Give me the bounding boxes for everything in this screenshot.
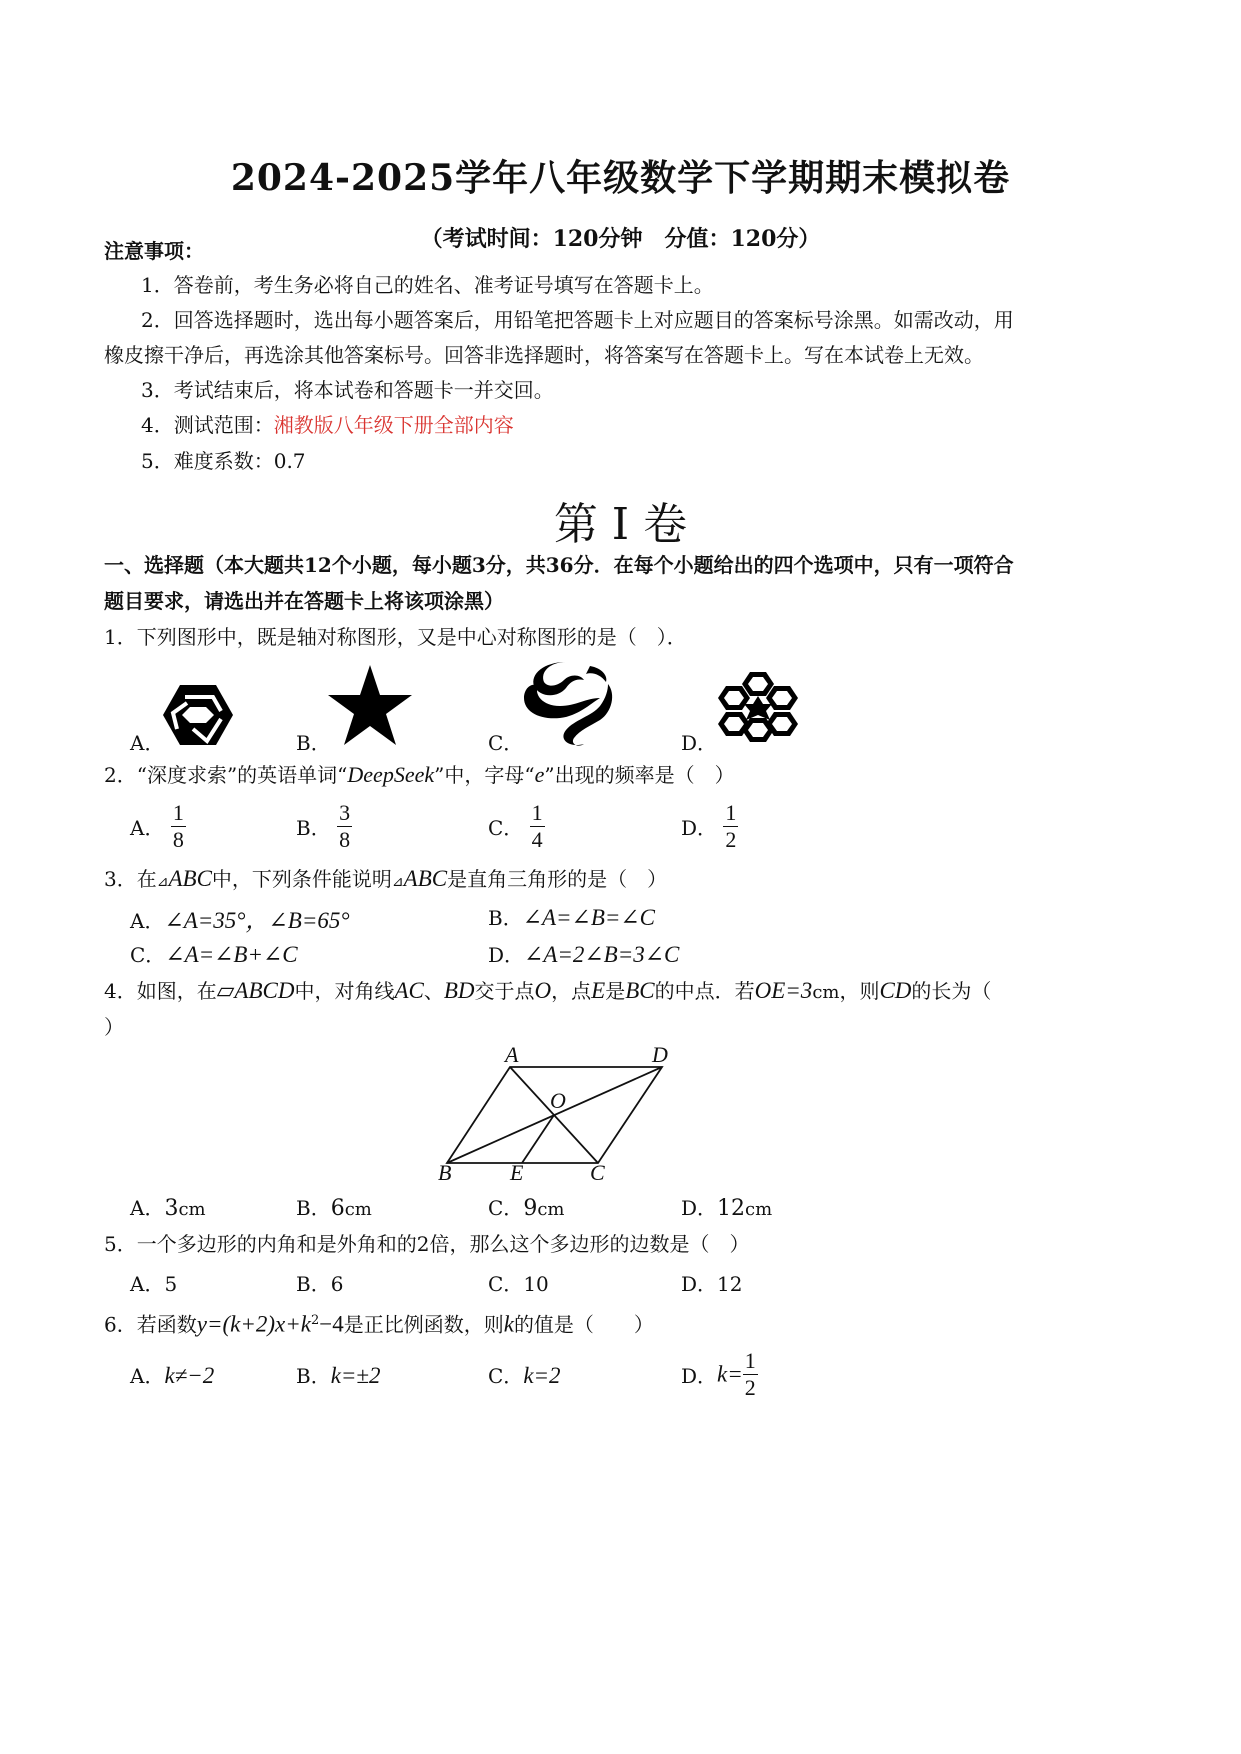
question-2-stem <box>104 760 735 790</box>
q4-point-e: E <box>591 978 606 1003</box>
q5-option-a <box>130 1268 177 1297</box>
q4-stem-part-h: 的长为（ <box>911 979 992 1003</box>
q3-stem-part-c: 是直角三角形的是（ ） <box>447 867 668 891</box>
q5-option-d <box>681 1268 743 1297</box>
q5-option-b-label: B． <box>296 1272 331 1296</box>
q4-stem-part-a: 4．如图，在 <box>104 979 217 1003</box>
q4-option-a <box>130 1192 206 1221</box>
q6-option-d <box>681 1348 758 1401</box>
q2-option-d <box>681 800 738 853</box>
hexagon-cluster-icon <box>716 670 800 744</box>
q5-option-b <box>296 1268 343 1297</box>
q2-option-d-num: 1 <box>725 800 737 825</box>
q5-option-a-label: A． <box>130 1272 165 1296</box>
q4-option-a-unit: cm <box>178 1199 206 1220</box>
swirl-icon <box>520 658 616 748</box>
q4-diagonal-ac: AC <box>394 978 424 1003</box>
q4-option-d-label: D． <box>681 1196 718 1220</box>
q3-option-b <box>488 902 655 931</box>
q4-option-b-unit: cm <box>344 1199 372 1220</box>
q5-option-c <box>488 1268 549 1297</box>
q2-option-c <box>488 800 545 853</box>
q3-triangle-symbol: ⊿ <box>156 874 169 890</box>
figure-label-e: E <box>510 1160 524 1185</box>
q2-stem-part-c: ”出现的频率是（ ） <box>544 763 735 787</box>
q1-option-b-label: B． <box>296 731 331 755</box>
q3-option-b-label: B． <box>488 906 523 930</box>
q2-option-d-label: D． <box>681 816 718 840</box>
test-scope: 湘教版八年级下册全部内容 <box>273 413 514 437</box>
q5-option-c-label: C． <box>488 1272 524 1296</box>
q3-triangle-name: ABC <box>168 866 212 891</box>
figure-label-o: O <box>550 1088 566 1113</box>
q6-option-b <box>296 1360 381 1389</box>
q4-stem-part-e: 是 <box>605 979 626 1003</box>
q6-option-d-label: D． <box>681 1364 718 1388</box>
q3-option-c-text: ∠A=∠B+∠C <box>165 942 298 967</box>
section-heading-line-2: 题目要求，请选出并在答题卡上将该项涂黑） <box>104 589 504 613</box>
q4-option-d-unit: cm <box>745 1199 773 1220</box>
q4-option-a-label: A． <box>130 1196 165 1220</box>
q5-option-c-value: 10 <box>523 1272 549 1296</box>
q5-option-b-value: 6 <box>330 1272 344 1296</box>
q2-option-d-fraction <box>723 800 738 853</box>
notice-item-4 <box>141 410 514 440</box>
notice-item-2-line-2: 橡皮擦干净后，再选涂其他答案标号。回答非选择题时，将答案写在答题卡上。写在本试卷上无效。 <box>104 343 984 367</box>
notice-item-5: 5．难度系数：0.7 <box>141 449 306 473</box>
q2-option-c-label: C． <box>488 816 524 840</box>
question-3-stem <box>104 864 667 897</box>
notice-item-1: 1．答卷前，考生务必将自己的姓名、准考证号填写在答题卡上。 <box>141 273 714 297</box>
q3-option-a-label: A． <box>130 909 165 933</box>
q4-option-b-label: B． <box>296 1196 331 1220</box>
notice-item-2-line-1: 2．回答选择题时，选出每小题答案后，用铅笔把答题卡上对应题目的答案标号涂黑。如需改动，用 <box>141 308 1014 332</box>
q6-option-a-text: k≠−2 <box>164 1363 215 1388</box>
q2-option-b-fraction <box>337 800 352 853</box>
q6-variable-k: k <box>503 1311 514 1337</box>
q4-stem-close: ） <box>104 1015 124 1039</box>
q4-option-c-label: C． <box>488 1196 524 1220</box>
q4-option-c-value: 9 <box>523 1196 538 1221</box>
figure-label-c: C <box>590 1160 605 1185</box>
q4-option-d <box>681 1192 772 1221</box>
q5-option-d-label: D． <box>681 1272 718 1296</box>
page-title: 2024-2025学年八年级数学下学期期末模拟卷 <box>230 157 1011 199</box>
q4-oe-length: OE=3 <box>754 978 813 1003</box>
q1-option-a-label: A． <box>130 731 165 755</box>
parallelogram-figure <box>430 1040 680 1190</box>
notice-item-3: 3．考试结束后，将本试卷和答题卡一并交回。 <box>141 378 554 402</box>
q3-option-b-text: ∠A=∠B=∠C <box>522 905 655 930</box>
q4-side-cd: CD <box>879 978 912 1003</box>
q4-option-d-value: 12 <box>717 1196 746 1221</box>
q6-option-c-label: C． <box>488 1364 524 1388</box>
q6-option-d-den: 2 <box>744 1375 756 1400</box>
exam-info: （考试时间：120分钟 分值：120分） <box>420 226 821 252</box>
q6-option-d-num: 1 <box>744 1348 756 1373</box>
q6-option-c <box>488 1360 561 1389</box>
q1-option-d-label: D． <box>681 731 718 755</box>
q4-stem-part-g: ，则 <box>839 979 880 1003</box>
q4-stem-part-d: ，点 <box>551 979 592 1003</box>
q6-stem-part-b: 是正比例函数，则 <box>343 1312 504 1337</box>
q3-option-d-text: ∠A=2∠B=3∠C <box>524 942 680 967</box>
q4-option-c <box>488 1192 564 1221</box>
q6-function: y=(k+2)x+k <box>196 1311 311 1337</box>
q6-stem-part-c: 的值是（ ） <box>513 1312 654 1337</box>
q3-stem-part-b: 中，下列条件能说明 <box>211 867 392 891</box>
q2-option-c-num: 1 <box>531 800 543 825</box>
q3-option-c <box>130 939 298 968</box>
q2-option-a-label: A． <box>130 816 165 840</box>
q3-stem-part-a: 3．在 <box>104 867 157 891</box>
q2-option-a-den: 8 <box>172 827 184 852</box>
q6-exponent: 2 <box>310 1313 320 1328</box>
question-1-stem: 1．下列图形中，既是轴对称图形，又是中心对称图形的是（ ）． <box>104 625 687 649</box>
q6-option-a-label: A． <box>130 1364 165 1388</box>
figure-label-a: A <box>505 1042 519 1067</box>
q4-parallelogram: ▱ABCD <box>216 978 295 1003</box>
volume-title: 第 I 卷 <box>553 499 688 550</box>
q6-option-c-text: k=2 <box>523 1363 561 1388</box>
q4-option-c-unit: cm <box>537 1199 565 1220</box>
q1-option-c-label: C． <box>488 731 524 755</box>
q6-option-d-fraction <box>743 1348 758 1401</box>
q4-stem-part-f: 的中点．若 <box>654 979 755 1003</box>
q2-option-b-label: B． <box>296 816 331 840</box>
q6-function-tail: −4 <box>319 1311 344 1337</box>
question-6-stem <box>104 1306 654 1340</box>
q2-option-a-num: 1 <box>172 800 184 825</box>
figure-label-b: B <box>438 1160 452 1185</box>
section-heading-line-1: 一、选择题（本大题共12个小题，每小题3分，共36分．在每个小题给出的四个选项中，只有一项符合 <box>104 553 1014 577</box>
rotating-hexagon-icon <box>163 683 233 747</box>
q2-option-c-fraction <box>530 800 545 853</box>
q6-option-b-text: k=±2 <box>330 1363 381 1388</box>
q2-stem-part-b: ”中，字母“ <box>434 763 535 787</box>
figure-label-d: D <box>652 1042 668 1067</box>
q2-stem-part-a: 2．“深度求索”的英语单词“ <box>104 763 348 787</box>
q4-option-b <box>296 1192 372 1221</box>
q3-option-d-label: D． <box>488 943 525 967</box>
q5-option-a-value: 5 <box>164 1272 178 1296</box>
notice-heading: 注意事项： <box>104 239 204 263</box>
q3-option-c-label: C． <box>130 943 166 967</box>
q2-option-b <box>296 800 352 853</box>
q2-option-d-den: 2 <box>725 827 737 852</box>
q2-option-a-fraction <box>171 800 186 853</box>
q4-stem-part-c: 交于点 <box>474 979 535 1003</box>
q3-option-a <box>130 902 350 935</box>
q4-option-a-value: 3 <box>164 1196 179 1221</box>
notice-item-4-prefix: 4．测试范围： <box>141 413 274 437</box>
q2-option-a <box>130 800 186 853</box>
q4-stem-part-b: 中，对角线 <box>294 979 395 1003</box>
q5-option-d-value: 12 <box>717 1272 743 1296</box>
question-5-stem: 5．一个多边形的内角和是外角和的2倍，那么这个多边形的边数是（ ） <box>104 1232 750 1256</box>
q4-diagonal-bd: BD <box>443 978 475 1003</box>
q6-option-d-prefix: k= <box>717 1361 743 1387</box>
q3-option-a-text: ∠A=35°，∠B=65° <box>164 908 350 933</box>
q6-stem-part-a: 6．若函数 <box>104 1312 197 1337</box>
q4-side-bc: BC <box>625 978 655 1003</box>
q3-triangle-symbol-2: ⊿ <box>391 874 404 890</box>
q4-option-b-value: 6 <box>330 1196 345 1221</box>
q2-option-b-den: 8 <box>339 827 351 852</box>
q6-option-a <box>130 1360 214 1389</box>
five-point-star-icon <box>327 664 413 746</box>
q4-unit: cm <box>812 982 840 1003</box>
q3-option-d <box>488 939 679 968</box>
q4-separator: 、 <box>423 979 444 1003</box>
q2-word: DeepSeek <box>347 762 435 787</box>
q6-option-b-label: B． <box>296 1364 331 1388</box>
q2-letter: e <box>534 762 545 787</box>
q3-triangle-name-2: ABC <box>403 866 448 891</box>
q2-option-c-den: 4 <box>531 827 543 852</box>
question-4-stem <box>104 976 991 1008</box>
q4-point-o: O <box>534 978 552 1003</box>
q2-option-b-num: 3 <box>339 800 351 825</box>
